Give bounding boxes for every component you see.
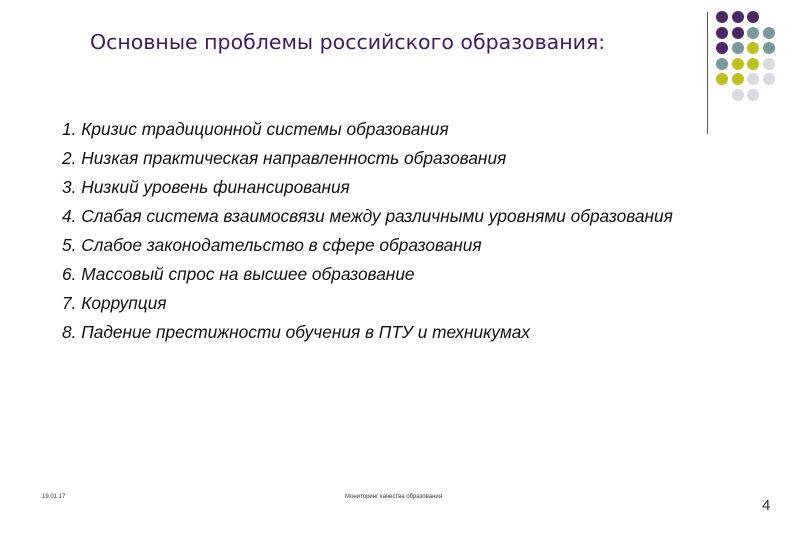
list-item: 6. Массовый спрос на высшее образование (62, 264, 415, 284)
decorative-dot (747, 42, 759, 54)
footer-date: 19.01.17 (42, 494, 66, 500)
problem-list (62, 119, 722, 351)
decorative-dot (716, 89, 728, 101)
list-item: 3. Низкий уровень финансирования (62, 177, 350, 197)
decorative-dot (732, 73, 744, 85)
list-item: 4. Слабая система взаимосвязи между различными уровнями образования (62, 206, 673, 226)
slide-title: Основные проблемы российского образования: (90, 30, 606, 54)
vertical-divider (707, 12, 708, 134)
decorative-dot (763, 27, 775, 39)
decorative-dot (747, 58, 759, 70)
decorative-dot (716, 73, 728, 85)
decorative-dot (763, 89, 775, 101)
decorative-dot (763, 42, 775, 54)
list-item: 5. Слабое законодательство в сфере образования (62, 235, 482, 255)
decorative-dot (763, 73, 775, 85)
decorative-dot (732, 89, 744, 101)
decorative-dot (732, 11, 744, 23)
decorative-dot-grid (716, 11, 778, 104)
decorative-dot (732, 42, 744, 54)
list-item: 2. Низкая практическая направленность образования (62, 148, 507, 168)
page-number: 4 (762, 497, 771, 514)
decorative-dot (747, 11, 759, 23)
list-item: 7. Коррупция (62, 293, 167, 313)
decorative-dot (747, 27, 759, 39)
decorative-dot (716, 11, 728, 23)
footer-caption: Мониторинг качества образования (345, 494, 443, 500)
decorative-dot (763, 11, 775, 23)
decorative-dot (763, 58, 775, 70)
decorative-dot (747, 89, 759, 101)
list-item: 8. Падение престижности обучения в ПТУ и техникумах (62, 322, 531, 342)
decorative-dot (716, 42, 728, 54)
list-item: 1. Кризис традиционной системы образования (62, 119, 449, 139)
decorative-dot (716, 27, 728, 39)
decorative-dot (716, 58, 728, 70)
decorative-dot (732, 58, 744, 70)
decorative-dot (732, 27, 744, 39)
decorative-dot (747, 73, 759, 85)
